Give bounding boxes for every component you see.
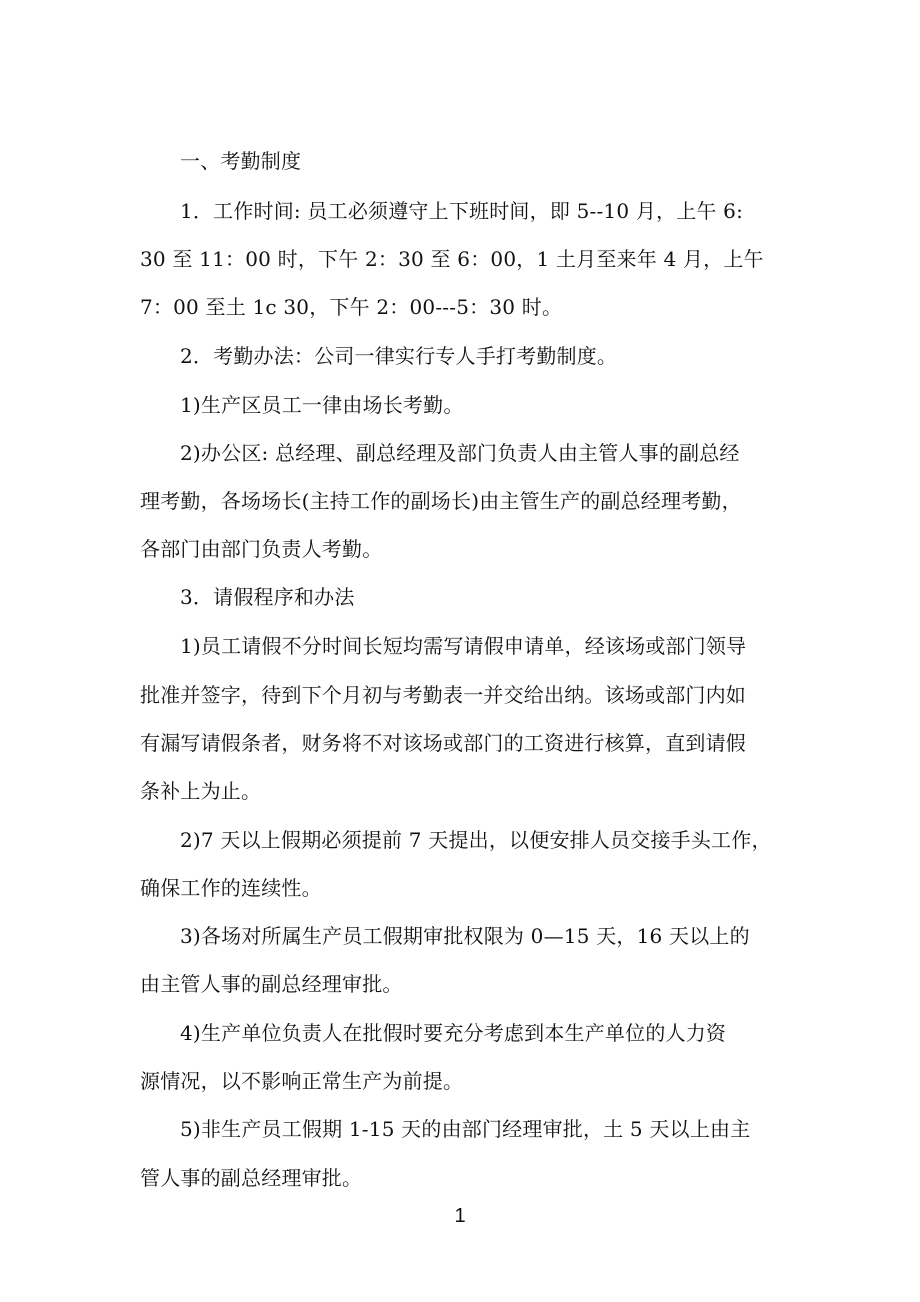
- paragraph-line: 30 至 11：00 时，下午 2：30 至 6：00，1 土月至来年 4 月，上午: [140, 247, 764, 271]
- paragraph-line: 1．工作时间: 员工必须遵守上下班时间，即 5--10 月，上午 6:: [180, 199, 744, 223]
- section-heading: 一、考勤制度: [180, 149, 302, 173]
- paragraph-line: 5)非生产员工假期 1-15 天的由部门经理审批，土 5 天以上由主: [180, 1117, 751, 1141]
- paragraph-line: 理考勤，各场场长(主持工作的副场长)由主管生产的副总经理考勤，: [140, 489, 742, 513]
- paragraph-line: 管人事的副总经理审批。: [140, 1166, 363, 1190]
- paragraph-line: 批准并签字，待到下个月初与考勤表一并交给出纳。该场或部门内如: [140, 683, 746, 707]
- paragraph-line: 2．考勤办法：公司一律实行专人手打考勤制度。: [180, 344, 618, 368]
- paragraph-line: 4)生产单位负责人在批假时要充分考虑到本生产单位的人力资: [180, 1021, 727, 1045]
- paragraph-line: 3．请假程序和办法: [180, 585, 355, 609]
- paragraph-line: 由主管人事的副总经理审批。: [140, 972, 403, 996]
- paragraph-line: 3)各场对所属生产员工假期审批权限为 0—15 天，16 天以上的: [180, 924, 750, 948]
- paragraph-line: 有漏写请假条者，财务将不对该场或部门的工资进行核算，直到请假: [140, 731, 746, 755]
- paragraph-line: 确保工作的连续性。: [140, 876, 322, 900]
- paragraph-line: 1)生产区员工一律由场长考勤。: [180, 393, 464, 417]
- paragraph-line: 各部门由部门负责人考勤。: [140, 537, 383, 561]
- paragraph-line: 1)员工请假不分时间长短均需写请假申请单，经该场或部门领导: [180, 634, 747, 658]
- page-number: 1: [454, 1205, 466, 1227]
- paragraph-line: 源情况，以不影响正常生产为前提。: [140, 1069, 464, 1093]
- paragraph-line: 2)7 天以上假期必须提前 7 天提出，以便安排人员交接手头工作，: [180, 828, 772, 852]
- paragraph-line: 2)办公区: 总经理、副总经理及部门负责人由主管人事的副总经: [180, 441, 740, 465]
- paragraph-line: 条补上为止。: [140, 779, 262, 803]
- paragraph-line: 7：00 至土 1c 30，下午 2：00---5：30 时。: [140, 295, 563, 319]
